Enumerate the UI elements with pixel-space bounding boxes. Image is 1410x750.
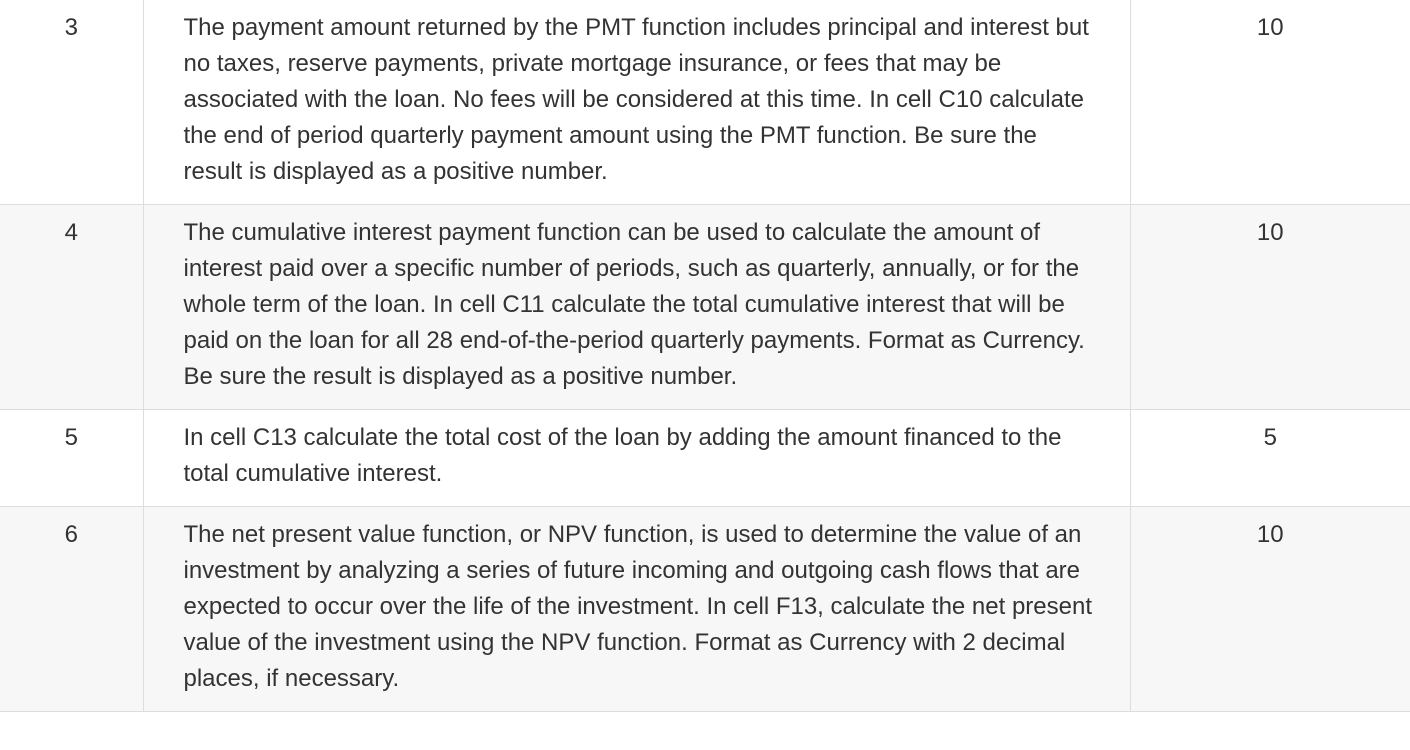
step-description: The net present value function, or NPV function, is used to determine the value of an investment by analyzing a series of future incoming and outgoing cash flows that are expected to occur over the life of the investment. In cell F13, calculate the net present value of the investment using the NPV function. Format as Currency with 2 decimal places, if necessary. <box>143 507 1130 712</box>
step-number: 6 <box>0 507 143 712</box>
step-description: In cell C13 calculate the total cost of the loan by adding the amount financed to the total cumulative interest. <box>143 410 1130 507</box>
table-row <box>0 0 1410 205</box>
step-number: 4 <box>0 205 143 410</box>
table-row <box>0 410 1410 507</box>
table-row <box>0 507 1410 712</box>
points-value: 5 <box>1130 410 1410 507</box>
table-row <box>0 205 1410 410</box>
step-number: 5 <box>0 410 143 507</box>
points-value: 10 <box>1130 205 1410 410</box>
points-value: 10 <box>1130 507 1410 712</box>
step-number: 3 <box>0 0 143 205</box>
points-value: 10 <box>1130 0 1410 205</box>
step-description: The payment amount returned by the PMT function includes principal and interest but no taxes, reserve payments, private mortgage insurance, or fees that may be associated with the loan. No fees will be considered at this time. In cell C10 calculate the end of period quarterly payment amount using the PMT function. Be sure the result is displayed as a positive number. <box>143 0 1130 205</box>
step-description: The cumulative interest payment function can be used to calculate the amount of interest paid over a specific number of periods, such as quarterly, annually, or for the whole term of the loan. In cell C11 calculate the total cumulative interest that will be paid on the loan for all 28 end-of-the-period quarterly payments. Format as Currency. Be sure the result is displayed as a positive number. <box>143 205 1130 410</box>
